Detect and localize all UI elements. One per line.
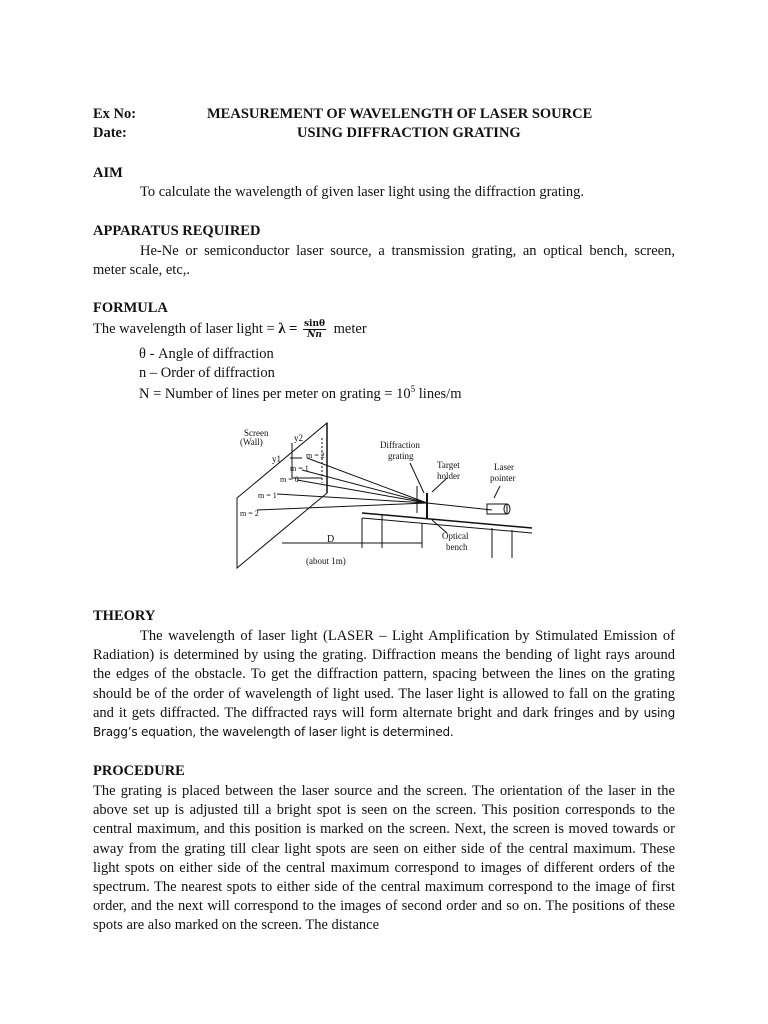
procedure-heading: PROCEDURE bbox=[93, 763, 185, 779]
exno-label: Ex No: bbox=[93, 106, 137, 122]
aim-text: To calculate the wavelength of given laser light using the diffraction grating. bbox=[140, 184, 585, 200]
label-m1-neg: m = 1 bbox=[258, 491, 277, 500]
aim-heading: AIM bbox=[93, 165, 123, 181]
label-wall: (Wall) bbox=[240, 437, 263, 447]
label-m1-pos: m = 1 bbox=[290, 464, 309, 473]
theory-text: The wavelength of laser light (LASER – Light Amplification by Stimulated Emission of Radiation) is determined by using the grating. Diffraction means the bending of light rays around the edges of the obstacle. To get the diffraction pattern, spacing between the lines on the grating should be of the order of wavelength of light used. The laser light is allowed to fall on the grating and it gets diffracted. The diffracted rays will form alternate bright and dark fringes and by using Bragg’s equation, the wavelength of laser light is determined. bbox=[93, 628, 675, 740]
apparatus-heading: APPARATUS REQUIRED bbox=[93, 223, 261, 239]
label-holder: holder bbox=[437, 471, 460, 481]
label-optical: Optical bbox=[442, 531, 469, 541]
label-grating: grating bbox=[388, 451, 414, 461]
label-pointer: pointer bbox=[490, 473, 516, 483]
label-m2-pos: m = 2 bbox=[306, 451, 325, 460]
formula-heading: FORMULA bbox=[93, 300, 168, 316]
laser-beam bbox=[427, 503, 492, 510]
formula-line: The wavelength of laser light = λ = $\frac{\sin\theta}{Nn}$ meter bbox=[93, 319, 367, 340]
theta-definition: θ - Angle of diffraction bbox=[139, 346, 274, 362]
formula-fraction: $\frac{\sin\theta}{Nn}$ bbox=[303, 319, 326, 340]
theory-heading: THEORY bbox=[93, 608, 156, 624]
label-m2-neg: m = 2 bbox=[240, 509, 259, 518]
label-y2: y2 bbox=[294, 433, 303, 443]
label-about: (about 1m) bbox=[306, 556, 346, 566]
title-line-1: MEASUREMENT OF WAVELENGTH OF LASER SOURCE bbox=[207, 106, 593, 122]
title-line-2: USING DIFFRACTION GRATING bbox=[297, 125, 521, 141]
n-definition: n – Order of diffraction bbox=[139, 365, 275, 381]
date-label: Date: bbox=[93, 125, 127, 141]
label-laser: Laser bbox=[494, 462, 514, 472]
diffracted-rays bbox=[257, 458, 427, 510]
label-target: Target bbox=[437, 460, 460, 470]
label-D: D bbox=[327, 534, 335, 545]
label-diffraction: Diffraction bbox=[380, 440, 420, 450]
label-y1: y1 bbox=[272, 454, 281, 464]
apparatus-text: He-Ne or semiconductor laser source, a transmission grating, an optical bench, screen, meter scale, etc,. bbox=[93, 243, 675, 279]
label-m0: m = 0 bbox=[280, 475, 299, 484]
diffraction-setup-diagram bbox=[232, 418, 552, 578]
procedure-text: The grating is placed between the laser source and the screen. The orientation of the laser in the above set up is adjusted till a bright spot is seen on the screen. This position corresponds to the central maximum, and this position is marked on the screen. Next, the screen is moved towards or away from the grating till clear light spots are seen on either side of the central maximum. These light spots on either side of the central maximum correspond to images of different orders of the spectrum. The nearest spots to either side of the central maximum correspond to the image of first order, and the next will correspond to the images of second order and so on. The positions of these spots are also marked on the screen. The distance bbox=[93, 783, 675, 934]
label-bench: bench bbox=[446, 542, 468, 552]
label-screen: Screen bbox=[244, 428, 269, 438]
N-definition: N = Number of lines per meter on grating = $10^5$ lines/m bbox=[139, 384, 462, 402]
distance-marker bbox=[282, 523, 422, 548]
